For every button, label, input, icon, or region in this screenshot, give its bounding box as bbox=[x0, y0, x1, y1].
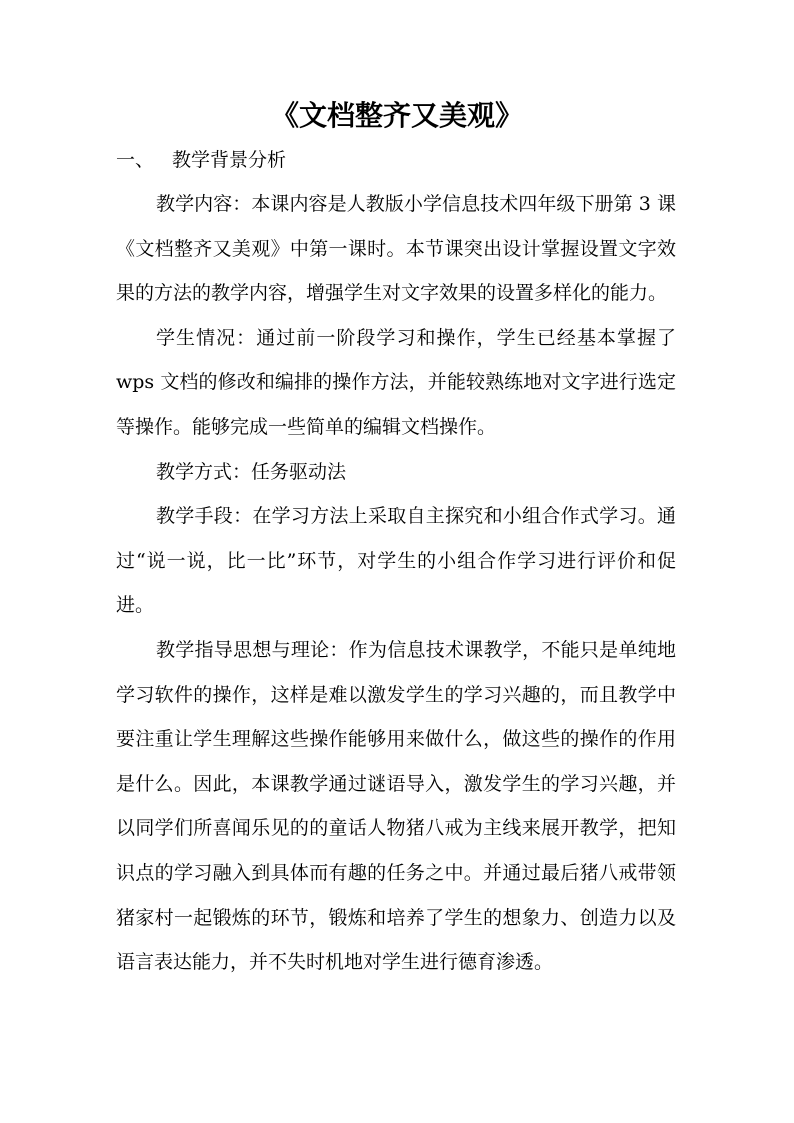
section-heading bbox=[116, 145, 286, 175]
paragraph-teaching-method: 教学方式：任务驱动法 bbox=[156, 460, 347, 483]
document-body bbox=[116, 182, 676, 985]
paragraph-student-situation: 学生情况：通过前一阶段学习和操作，学生已经基本掌握了 wps 文档的修改和编排的操作方法，并能较熟练地对文字进行选定等操作。能够完成一些简单的编辑文档操作。 bbox=[116, 326, 676, 438]
paragraph-guiding-theory: 教学指导思想与理论：作为信息技术课教学，不能只是单纯地学习软件的操作，这样是难以激发学生的学习兴趣的，而且教学中要注重让学生理解这些操作能够用来做什么，做这些的操作的作用是什么。因此，本课教学通过谜语导入，激发学生的学习兴趣，并以同学们所喜闻乐见的的童话人物猪八戒为主线来展开教学，把知识点的学习融入到具体而有趣的任务之中。并通过最后猪八戒带领猪家村一起锻炼的环节，锻炼和培养了学生的想象力、创造力以及语言表达能力，并不失时机地对学生进行德育渗透。 bbox=[116, 638, 676, 974]
paragraph-teaching-means: 教学手段：在学习方法上采取自主探究和小组合作式学习。通过“说一说，比一比”环节，对学生的小组合作学习进行评价和促进。 bbox=[116, 505, 676, 617]
paragraph-teaching-content: 教学内容：本课内容是人教版小学信息技术四年级下册第 3 课《文档整齐又美观》中第一课时。本节课突出设计掌握设置文字效果的方法的教学内容，增强学生对文字效果的设置多样化的能力。 bbox=[116, 193, 676, 305]
section-title: 教学背景分析 bbox=[172, 149, 287, 171]
document-title: 《文档整齐又美观》 bbox=[270, 99, 523, 132]
section-number: 一、 bbox=[116, 149, 155, 171]
